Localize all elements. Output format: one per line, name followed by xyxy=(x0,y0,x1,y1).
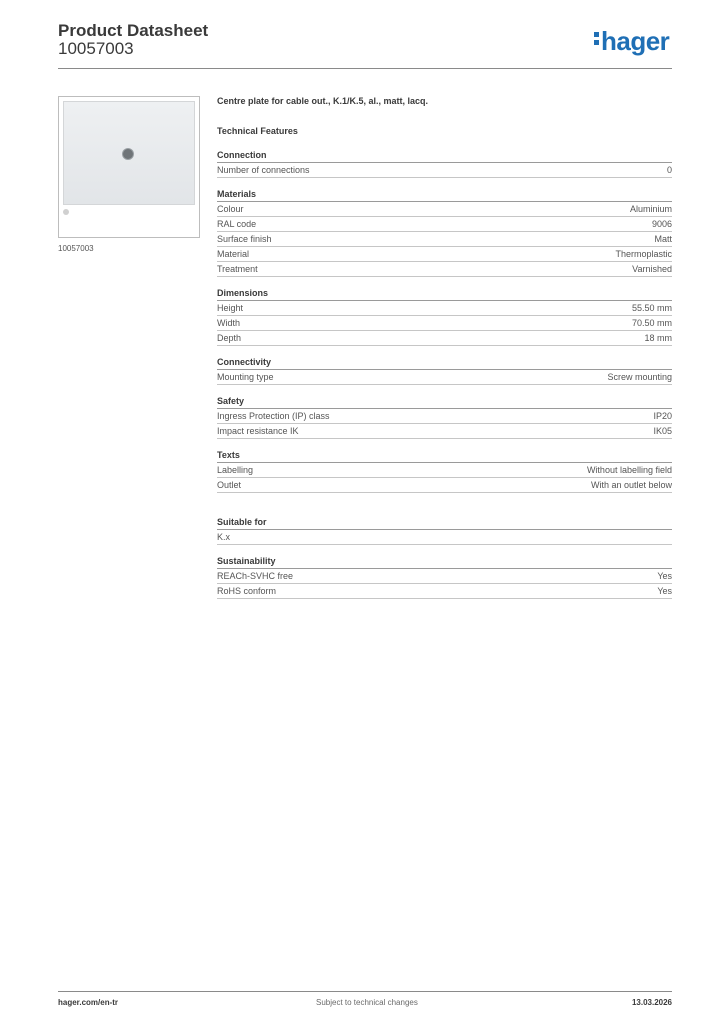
logo-text: hager xyxy=(601,26,670,56)
spec-row xyxy=(217,530,672,545)
footer-date: 13.03.2026 xyxy=(631,998,672,1007)
section-dimensions xyxy=(217,288,672,346)
spec-row xyxy=(217,478,672,493)
spec-value: 9006 xyxy=(651,219,672,229)
spec-value: 70.50 mm xyxy=(631,318,672,328)
section-title: Texts xyxy=(217,450,672,463)
footer-divider xyxy=(58,991,672,992)
section-title: Materials xyxy=(217,189,672,202)
spec-row xyxy=(217,301,672,316)
spec-value: IK05 xyxy=(653,426,672,436)
spec-row xyxy=(217,424,672,439)
spec-row xyxy=(217,262,672,277)
spec-label: K.x xyxy=(217,532,231,542)
spec-row xyxy=(217,316,672,331)
section-suitable-for xyxy=(217,517,672,545)
image-thumbnail-dot-icon[interactable] xyxy=(63,209,69,215)
section-title: Connection xyxy=(217,150,672,163)
section-title: Sustainability xyxy=(217,556,672,569)
product-image xyxy=(63,101,195,205)
spec-label: Number of connections xyxy=(217,165,310,175)
technical-features-title: Technical Features xyxy=(217,126,298,136)
footer-notice: Subject to technical changes xyxy=(316,998,418,1007)
spec-value: Screw mounting xyxy=(607,372,672,382)
spec-value: Matt xyxy=(654,234,672,244)
product-number: 10057003 xyxy=(58,39,134,58)
spec-label: RAL code xyxy=(217,219,257,229)
section-texts xyxy=(217,450,672,493)
spec-row xyxy=(217,370,672,385)
spec-value: 0 xyxy=(666,165,672,175)
spec-value: Varnished xyxy=(632,264,672,274)
spec-row xyxy=(217,569,672,584)
section-title: Dimensions xyxy=(217,288,672,301)
spec-label: Depth xyxy=(217,333,242,343)
spec-label: Height xyxy=(217,303,244,313)
spec-value: Without labelling field xyxy=(586,465,672,475)
spec-label: Material xyxy=(217,249,250,259)
spec-label: Outlet xyxy=(217,480,242,490)
footer-website-link[interactable]: hager.com/en-tr xyxy=(58,998,119,1007)
section-title: Suitable for xyxy=(217,517,672,530)
logo-dots-icon xyxy=(594,32,599,48)
spec-row xyxy=(217,217,672,232)
section-safety xyxy=(217,396,672,439)
spec-label: RoHS conform xyxy=(217,586,277,596)
spec-row xyxy=(217,232,672,247)
spec-value: Yes xyxy=(657,586,672,596)
spec-row xyxy=(217,331,672,346)
hager-logo xyxy=(594,28,669,54)
spec-label: Surface finish xyxy=(217,234,272,244)
spec-row xyxy=(217,463,672,478)
spec-row xyxy=(217,163,672,178)
spec-label: Treatment xyxy=(217,264,258,274)
spec-row xyxy=(217,202,672,217)
header-divider xyxy=(58,68,672,69)
spec-value: IP20 xyxy=(653,411,672,421)
image-caption: 10057003 xyxy=(58,244,94,253)
page-title: Product Datasheet xyxy=(58,21,209,40)
section-sustainability xyxy=(217,556,672,599)
section-title: Safety xyxy=(217,396,672,409)
technical-content xyxy=(217,96,672,610)
cable-outlet-hole-icon xyxy=(123,149,133,159)
spec-row xyxy=(217,584,672,599)
spec-label: Mounting type xyxy=(217,372,274,382)
spec-label: Colour xyxy=(217,204,244,214)
spec-value: Thermoplastic xyxy=(615,249,672,259)
product-image-frame xyxy=(58,96,200,238)
section-materials xyxy=(217,189,672,277)
spec-label: Impact resistance IK xyxy=(217,426,299,436)
spec-label: Labelling xyxy=(217,465,254,475)
spec-label: Width xyxy=(217,318,241,328)
spec-label: REACh-SVHC free xyxy=(217,571,294,581)
spec-value: Aluminium xyxy=(629,204,672,214)
spec-value: 55.50 mm xyxy=(631,303,672,313)
section-spacer xyxy=(217,504,672,517)
section-connection xyxy=(217,150,672,178)
section-title: Connectivity xyxy=(217,357,672,370)
spec-value: Yes xyxy=(657,571,672,581)
product-description: Centre plate for cable out., K.1/K.5, al., matt, lacq. xyxy=(217,96,429,106)
spec-row xyxy=(217,247,672,262)
spec-value: With an outlet below xyxy=(590,480,672,490)
spec-value: 18 mm xyxy=(644,333,672,343)
section-connectivity xyxy=(217,357,672,385)
spec-label: Ingress Protection (IP) class xyxy=(217,411,330,421)
spec-row xyxy=(217,409,672,424)
